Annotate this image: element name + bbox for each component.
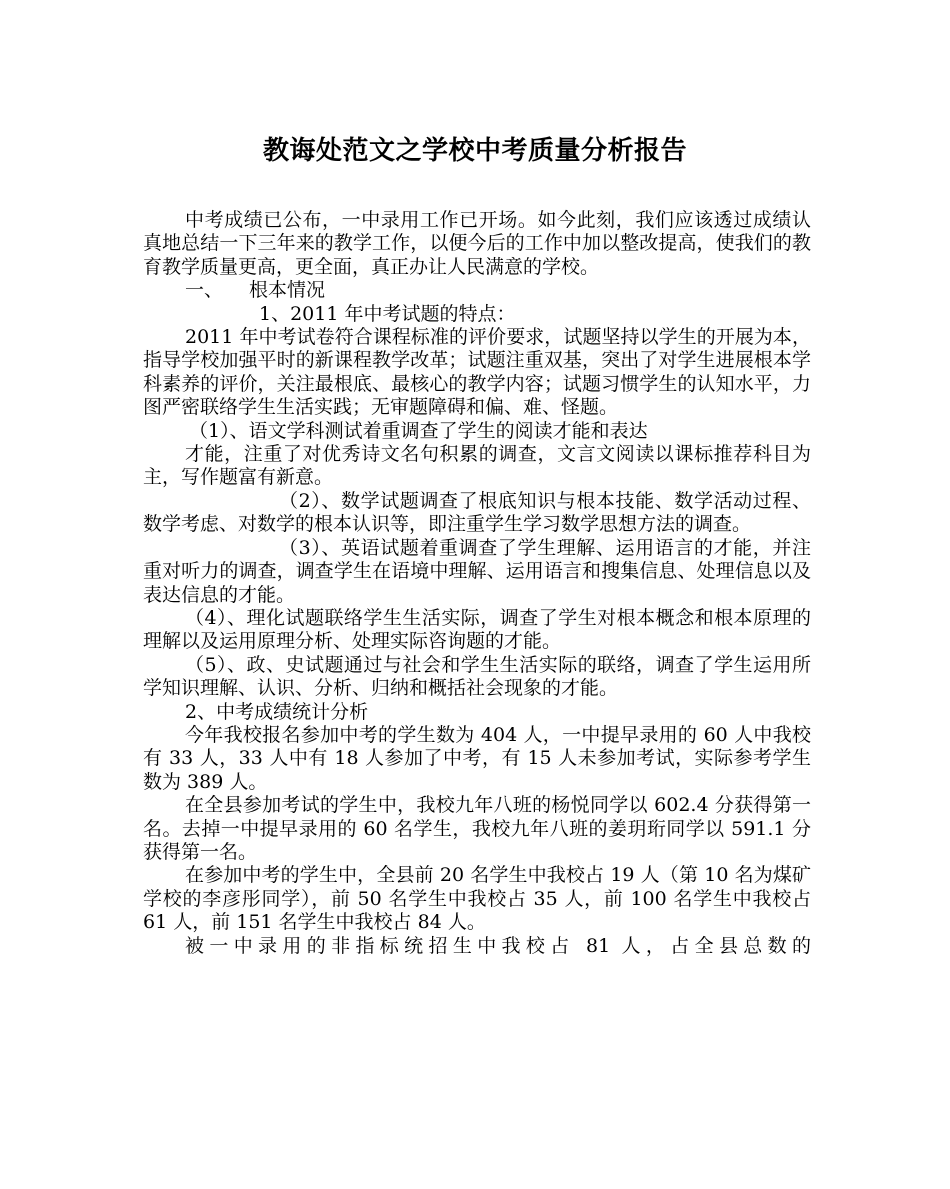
- stats-paragraph: 在参加中考的学生中，全县前 20 名学生中我校占 19 人（第 10 名为煤矿学校的李彦彤同学），前 50 名学生中我校占 35 人，前 100 名学生中我校占 61 人，前 151 名学生中我校占 84 人。: [143, 864, 811, 934]
- subsection-heading-features: 1、2011 年中考试题的特点：: [259, 302, 516, 325]
- subsection-heading-stats: 2、中考成绩统计分析: [185, 700, 369, 723]
- item-chinese-first-line: （1）、语文学科测试着重调查了学生的阅读才能和表达: [189, 419, 648, 442]
- features-paragraph: 2011 年中考试卷符合课程标准的评价要求，试题坚持以学生的开展为本，指导学校加强平时的新课程教学改革；试题注重双基，突出了对学生进展根本学科素养的评价，关注最根底、最核心的教学内容；试题习惯学生的认知水平，力图严密联络学生生活实践；无审题障碍和偏、难、怪题。: [143, 326, 811, 419]
- item-physics-chemistry: （4）、理化试题联络学生生活实际，调查了学生对根本概念和根本原理的理解以及运用原理分析、处理实际咨询题的才能。: [143, 606, 811, 653]
- item-chinese-continuation: 才能，注重了对优秀诗文名句积累的调查，文言文阅读以课标推荐科目为主，写作题富有新意。: [143, 443, 811, 489]
- item-math: （2）、数学试题调查了根底知识与根本技能、数学活动过程、数学考虑、对数学的根本认识等，即注重学生学习数学思想方法的调查。: [143, 489, 811, 536]
- stats-paragraph: 在全县参加考试的学生中，我校九年八班的杨悦同学以 602.4 分获得第一名。去掉一中提早录用的 60 名学生，我校九年八班的姜玥珩同学以 591.1 分获得第一名。: [143, 794, 811, 863]
- item-english: （3）、英语试题着重调查了学生理解、运用语言的才能，并注重对听力的调查，调查学生在语境中理解、运用语言和搜集信息、处理信息以及表达信息的才能。: [143, 536, 811, 606]
- stats-paragraph: 被一中录用的非指标统招生中我校占 81 人，占全县总数的: [185, 934, 811, 957]
- section-heading-text: 根本情况: [249, 279, 326, 302]
- item-politics-history: （5）、政、史试题通过与社会和学生生活实际的联络，调查了学生运用所学知识理解、认识、分析、归纳和概括社会现象的才能。: [143, 653, 811, 700]
- document-title: 教诲处范文之学校中考质量分析报告: [262, 136, 687, 166]
- document-body: [143, 209, 811, 958]
- stats-paragraph: 今年我校报名参加中考的学生数为 404 人，一中提早录用的 60 人中我校有 33 人，33 人中有 18 人参加了中考，有 15 人未参加考试，实际参考学生数为 389 人。: [143, 723, 811, 793]
- section-number: 一、: [185, 279, 224, 302]
- section-heading-basic: [143, 279, 811, 302]
- intro-paragraph: 中考成绩已公布，一中录用工作已开场。如今此刻，我们应该透过成绩认真地总结一下三年来的教学工作，以便今后的工作中加以整改提高，使我们的教育教学质量更高，更全面，真正办让人民满意的学校。: [143, 209, 811, 278]
